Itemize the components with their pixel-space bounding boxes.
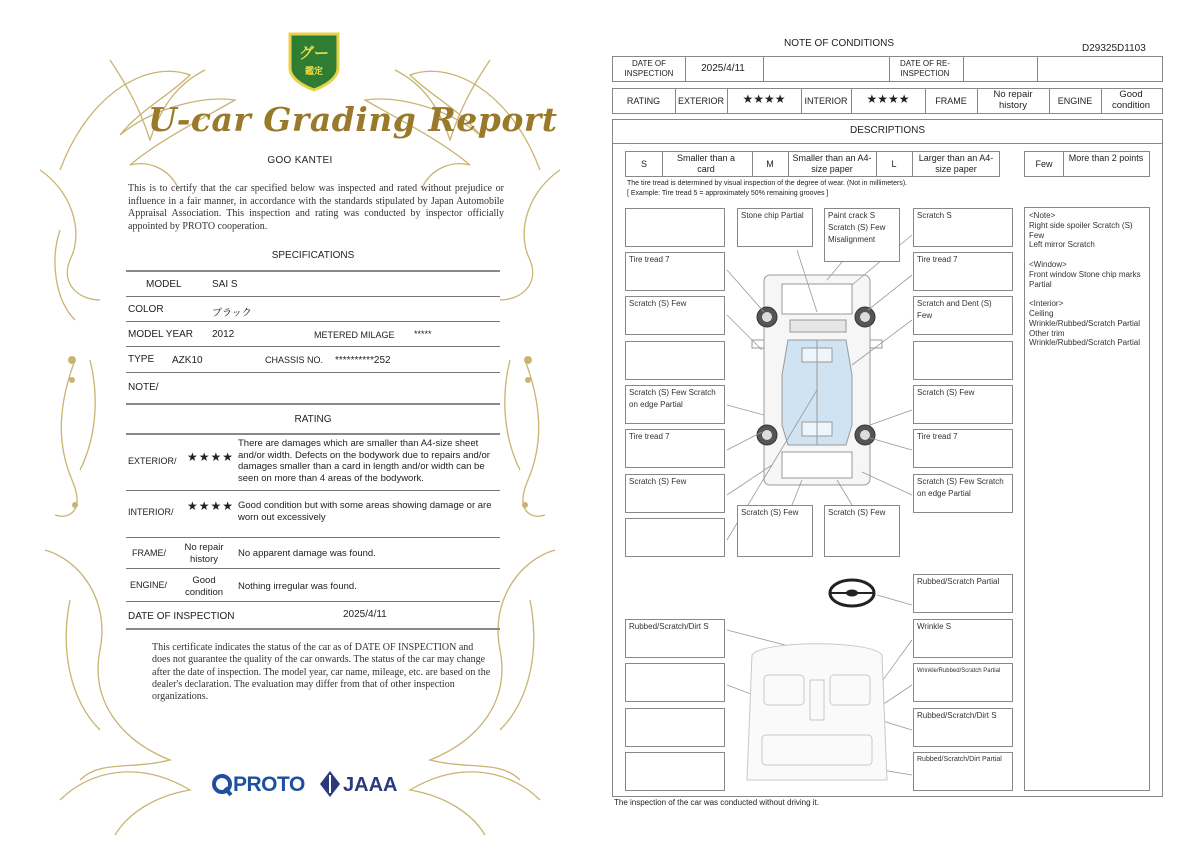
divider	[126, 346, 500, 347]
damage-box-interior-right-2: Wrinkle/Rubbed/Scratch Partial	[913, 663, 1013, 702]
interior-stars: ★★★★	[187, 499, 235, 513]
rating-heading: RATING	[294, 414, 332, 425]
damage-box-interior-left-4	[625, 752, 725, 791]
divider	[126, 628, 500, 630]
notes-text: <Note> Right side spoiler Scratch (S) Few Left mirror Scratch <Window> Front window Stone chip marks Partial <Interior> Ceiling Wrinkle/Rubbed/Scratch Partial Other trim Wrinkle/Rubbed/Scratch Partial	[1029, 211, 1141, 348]
engine-value: Good condition	[1111, 89, 1151, 111]
divider	[126, 601, 500, 602]
date-of-reinspection-label: DATE OF RE-INSPECTION	[899, 59, 951, 78]
interior-label: INTERIOR	[804, 96, 848, 106]
report-title: U-car Grading Report	[148, 100, 558, 139]
damage-box-tire-front-left: Tire tread 7	[625, 252, 725, 291]
damage-box-rear-bumper: Scratch (S) Few	[824, 505, 900, 557]
mileage-label: METERED MILAGE	[314, 330, 395, 340]
damage-box-rear-left	[625, 518, 725, 557]
type-label: TYPE	[128, 354, 155, 365]
mileage-value: *****	[414, 329, 432, 339]
divider	[126, 537, 500, 538]
engine-label: ENGINE	[1057, 96, 1093, 106]
damage-box-interior-left-2	[625, 663, 725, 702]
divider	[126, 372, 500, 373]
divider	[126, 403, 500, 405]
goo-kantei-badge	[286, 30, 342, 92]
divider	[126, 321, 500, 322]
divider	[126, 433, 500, 435]
damage-box-tire-rear-right: Tire tread 7	[913, 429, 1013, 468]
damage-box-rear-door-right: Scratch (S) Few	[913, 385, 1013, 424]
badge-text: 鑑定	[304, 66, 323, 76]
legend-m: M	[766, 159, 774, 169]
damage-box-front-fender-right: Scratch and Dent (S) Few	[913, 296, 1013, 335]
damage-box-front-fender-left: Scratch (S) Few	[625, 296, 725, 335]
document-id: D29325D1103	[1082, 43, 1146, 54]
exterior-label: EXTERIOR/	[128, 456, 177, 466]
damage-box-rear-fender-right: Scratch (S) Few Scratch on edge Partial	[913, 474, 1013, 513]
proto-logo	[212, 770, 317, 800]
damage-box-front-door-right	[913, 341, 1013, 380]
model-year-label: MODEL YEAR	[128, 329, 194, 340]
damage-box-front-bumper: Stone chip Partial	[737, 208, 813, 247]
model-label: MODEL	[146, 279, 182, 290]
color-value: ブラック	[212, 308, 252, 319]
engine-label: ENGINE/	[130, 580, 168, 590]
damage-box-rear-door-left: Scratch (S) Few Scratch on edge Partial	[625, 385, 725, 424]
date-of-inspection-value: 2025/4/11	[343, 609, 387, 620]
divider	[126, 490, 500, 491]
divider	[126, 296, 500, 297]
date-of-inspection-label: DATE OF INSPECTION	[624, 59, 674, 78]
tire-example: [ Example: Tire tread 5 = approximately 50% remaining grooves ]	[627, 190, 829, 197]
legend-m-desc: Smaller than an A4-size paper	[792, 153, 872, 174]
descriptions-heading: DESCRIPTIONS	[849, 125, 925, 136]
exterior-description: There are damages which are smaller than A4-size sheet and/or width. Defects on the bodywork due to repairs and/or damages smaller than a card in length and/or width can be seen on more than 4 areas of the bodywork.	[238, 438, 490, 484]
proto-logo-text: PROTO	[233, 773, 305, 796]
color-label: COLOR	[128, 304, 164, 315]
damage-box-front-right: Scratch S	[913, 208, 1013, 247]
exterior-stars: ★★★★	[742, 92, 786, 106]
damage-box-hood: Paint crack S Scratch (S) Few Misalignment	[824, 208, 900, 262]
frame-label: FRAME/	[132, 548, 167, 558]
damage-box-rear-fender-left: Scratch (S) Few	[625, 474, 725, 513]
damage-box-interior-right-4: Rubbed/Scratch/Dirt Partial	[913, 752, 1013, 791]
legend-s-desc: Smaller than a card	[676, 153, 736, 174]
damage-box-front-left	[625, 208, 725, 247]
damage-box-interior-left-1: Rubbed/Scratch/Dirt S	[625, 619, 725, 658]
rating-label: RATING	[626, 96, 661, 106]
proto-q-icon	[212, 772, 234, 798]
frame-label: FRAME	[935, 96, 967, 106]
interior-label: INTERIOR/	[128, 507, 174, 517]
type-value: AZK10	[172, 355, 203, 366]
legend-few-desc: More than 2 points	[1068, 153, 1144, 163]
interior-description: Good condition but with some areas showing damage or are worn out excessively	[238, 500, 492, 523]
chassis-value: **********252	[335, 355, 391, 366]
damage-box-tire-front-right: Tire tread 7	[913, 252, 1013, 291]
specifications-heading: SPECIFICATIONS	[271, 250, 355, 261]
damage-box-interior-left-3	[625, 708, 725, 747]
jaaa-emblem-icon	[318, 770, 342, 798]
note-label: NOTE/	[128, 382, 159, 393]
frame-value: No repair history	[184, 542, 224, 565]
divider	[126, 270, 500, 272]
svg-text:グー: グー	[298, 44, 330, 62]
exterior-label: EXTERIOR	[677, 96, 724, 106]
divider	[126, 568, 500, 569]
conditions-title: NOTE OF CONDITIONS	[784, 38, 894, 49]
steering-wheel-icon	[830, 580, 874, 606]
legend-s: S	[640, 159, 647, 169]
notes-box	[1024, 207, 1150, 791]
certificate-footer: This certificate indicates the status of the car as of DATE OF INSPECTION and does not guarantee the quality of the car onwards. The status of the car may change after the date of inspection. The model year, car name, mileage, etc. are based on the dealer's declaration. The evaluation may differ from that of other inspection organizations.	[152, 642, 491, 703]
frame-description: No apparent damage was found.	[238, 548, 376, 559]
model-year-value: 2012	[212, 329, 235, 340]
date-of-inspection-label: DATE OF INSPECTION	[128, 611, 235, 622]
damage-box-front-door-left	[625, 341, 725, 380]
tire-note: The tire tread is determined by visual inspection of the degree of wear. (Not in millimeters).	[627, 180, 908, 187]
legend-l: L	[891, 159, 897, 169]
conditions-footer: The inspection of the car was conducted without driving it.	[614, 798, 819, 807]
divider	[612, 143, 1163, 144]
date-of-inspection-value: 2025/4/11	[701, 63, 745, 74]
frame-value: No repair history	[993, 89, 1033, 111]
damage-box-tire-rear-left: Tire tread 7	[625, 429, 725, 468]
exterior-stars: ★★★★	[187, 450, 235, 464]
damage-box-interior-right-1: Wrinkle S	[913, 619, 1013, 658]
engine-description: Nothing irregular was found.	[238, 581, 357, 592]
jaaa-logo-text: JAAA	[343, 774, 398, 796]
damage-box-trunk: Scratch (S) Few	[737, 505, 813, 557]
legend-few: Few	[1035, 159, 1053, 169]
interior-stars: ★★★★	[866, 92, 910, 106]
legend-l-desc: Larger than an A4-size paper	[918, 153, 994, 174]
report-subtitle: GOO KANTEI	[267, 155, 333, 166]
damage-box-interior-right-3: Rubbed/Scratch/Dirt S	[913, 708, 1013, 747]
engine-value: Good condition	[184, 575, 224, 598]
model-value: SAI S	[212, 279, 238, 290]
chassis-label: CHASSIS NO.	[265, 355, 324, 365]
certification-text: This is to certify that the car specified below was inspected and rated without prejudice or influence in a fair manner, in accordance with the standards stipulated by Japan Automobile Appraisal Association. This inspection and rating was conducted by inspector officially appointed by PROTO cooperation.	[128, 183, 504, 232]
jaaa-logo	[318, 770, 398, 800]
damage-box-steering: Rubbed/Scratch Partial	[913, 574, 1013, 613]
